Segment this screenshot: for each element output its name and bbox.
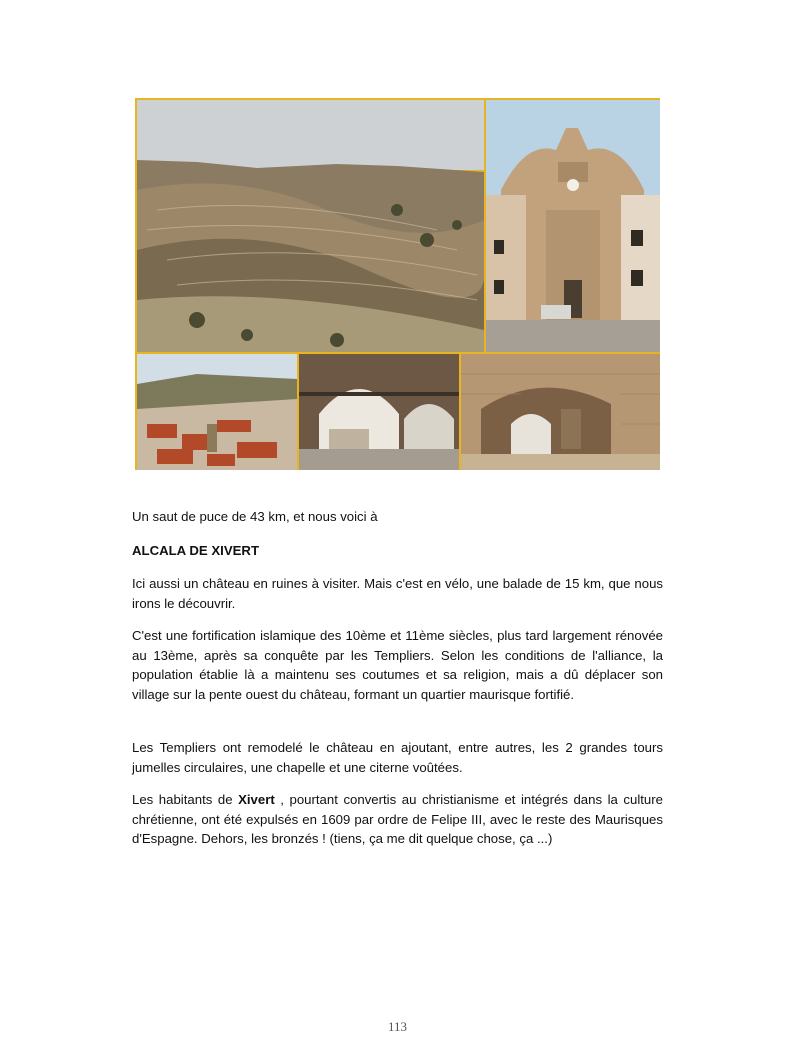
stone-archway-photo	[461, 354, 660, 470]
paragraph-4-start: Les habitants de	[132, 792, 239, 807]
paragraph-4-text	[132, 790, 663, 849]
paragraph-2	[132, 626, 663, 704]
photo-collage	[135, 98, 660, 470]
intro-text: Un saut de puce de 43 km, et nous voici à	[132, 509, 378, 524]
page-number: 113	[387, 1019, 408, 1034]
paragraph-2-text: C'est une fortification islamique des 10ème et 11ème siècles, plus tard largement rénovée au 13ème, après sa conquête par les Templiers. Selon les conditions de l'alliance, la population établie là a maintenu ses coutumes et sa religion, mais a dû déplacer son village sur la pente ouest du château, formant un quartier maurisque fortifié.	[132, 628, 663, 702]
paragraph-4	[132, 790, 663, 849]
paragraph-3-text: Les Templiers ont remodelé le château en ajoutant, entre autres, les 2 grandes tours jumelles circulaires, une chapelle et une citerne voûtées.	[132, 740, 663, 775]
section-heading	[132, 541, 663, 561]
village-rooftops-photo	[137, 354, 297, 470]
place-heading: ALCALA DE XIVERT	[132, 543, 259, 558]
xivert-bold: Xivert	[238, 792, 275, 807]
mountain-terraces-photo	[137, 100, 484, 352]
paragraph-4-end: , pourtant convertis au christianisme et intégrés dans la culture chrétienne, ont été expulsés en 1609 par ordre de Felipe III, avec le reste des Maurisques d'Espagne. Dehors, les bronzés ! (tiens, ça me dit quelque chose, ça ...)	[132, 792, 663, 846]
intro-line	[132, 507, 663, 527]
paragraph-3	[132, 738, 663, 777]
arcade-arches-photo	[299, 354, 459, 470]
church-facade-photo	[486, 100, 660, 352]
paragraph-1	[132, 574, 663, 613]
paragraph-1-text: Ici aussi un château en ruines à visiter. Mais c'est en vélo, une balade de 15 km, que nous irons le découvrir.	[132, 576, 663, 611]
